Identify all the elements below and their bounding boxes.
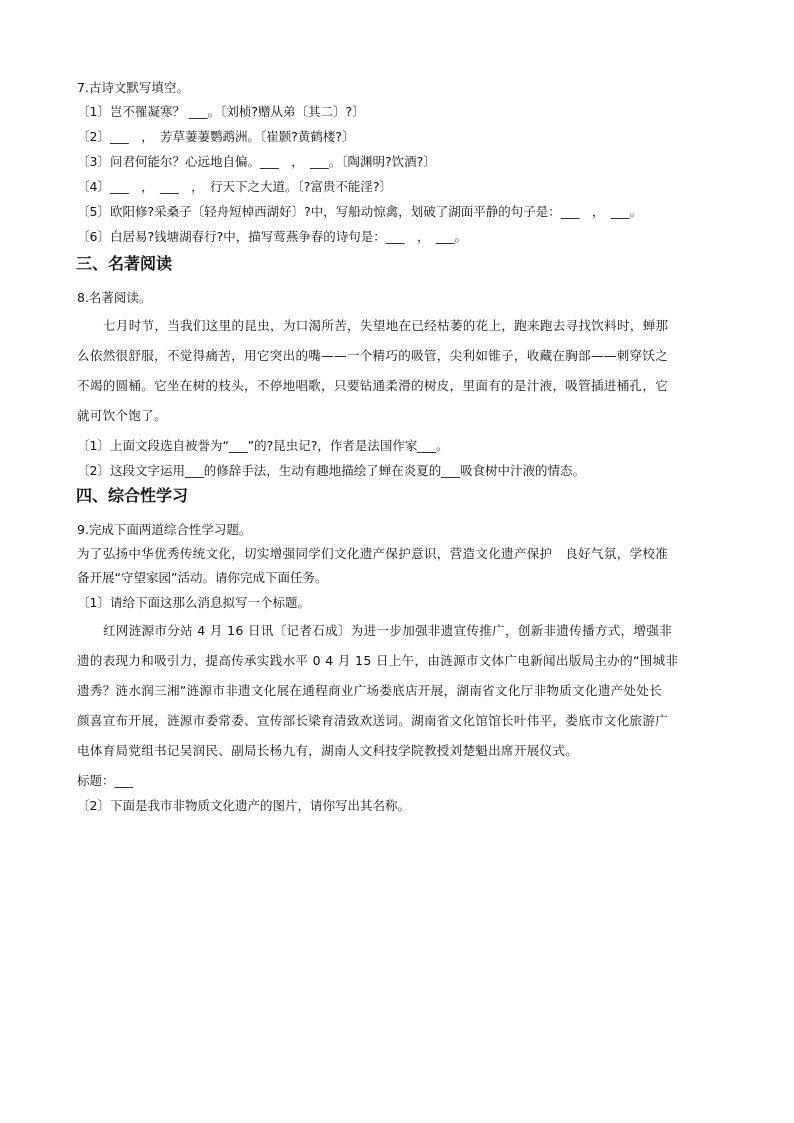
q8-passage-line-1: 七月时节，当我们这里的昆虫，为口渴所苦，失望地在已经枯萎的花上，跑来跑去寻找饮料时，蝉那: [103, 318, 669, 333]
q9-news-line-3: 遗秀？涟水润三湘”涟源市非遗文化展在通程商业广场娄底店开展，湖南省文化厅非物质文化遗产处处长: [77, 683, 663, 698]
section-4-heading: 四、综合性学习: [76, 486, 189, 505]
q7-title: 7.古诗文默写填空。: [77, 80, 189, 95]
q9-intro-line-2: 备开展“守望家园”活动。请你完成下面任务。: [77, 570, 328, 585]
q9-title: 9.完成下面两道综合性学习题。: [77, 522, 252, 537]
q9-news-line-5: 电体育局党组书记吴润民、副局长杨九有，湖南人文科技学院教授刘楚魁出席开展仪式。: [77, 743, 579, 758]
q7-item-4: 〔4〕___ ， ___ ， 行天下之大道。〔?富贵不能淫?〕: [77, 179, 392, 194]
q9-title-answer: 标题：___: [77, 773, 134, 788]
q8-question-2: 〔2〕这段文字运用___的修辞手法，生动有趣地描绘了蝉在炎夏的___吸食树中汁液的情态。: [77, 463, 585, 478]
q9-intro-line-1: 为了弘扬中华优秀传统文化，切实增强同学们文化遗产保护意识，营造文化遗产保护 良好气氛，学校准: [77, 546, 669, 561]
q7-item-3: 〔3〕问君何能尔？心远地自偏。___ ， ___。〔陶渊明?饮酒?〕: [77, 154, 436, 169]
q9-news-line-1: 红网涟源市分站 4 月 16 日讯〔记者石成〕为进一步加强非遗宣传推广，创新非遗传播方式，增强非: [103, 623, 673, 638]
q9-sub-question-2: 〔2〕下面是我市非物质文化遗产的图片，请你写出其名称。: [77, 798, 410, 813]
q8-title: 8.名著阅读。: [77, 290, 152, 305]
q7-item-2: 〔2〕___ ， 芳草萋萋鹦鹉洲。〔崔颢?黄鹤楼?〕: [77, 129, 355, 144]
q8-passage-line-2: 么依然很舒服，不觉得痛苦，用它突出的嘴——一个精巧的吸管，尖利如锥子，收藏在胸部——刺穿饫之: [77, 348, 669, 363]
q7-item-6: 〔6〕白居易?钱塘湖春行?中，描写莺燕争春的诗句是：___ ， ___。: [77, 229, 467, 244]
q8-passage-line-4: 就可饮个饱了。: [77, 408, 167, 423]
q8-question-1: 〔1〕上面文段选自被誉为“___”的?昆虫记?，作者是法国作家___。: [77, 438, 449, 453]
q7-item-5: 〔5〕欧阳修?采桑子〔轻舟短棹西湖好〕?中，写船动惊禽，划破了湖面平静的句子是：___ ， ___。: [77, 204, 642, 219]
section-3-heading: 三、名著阅读: [76, 254, 173, 273]
q7-item-1: 〔1〕岂不罹凝寒？ ___。〔刘桢?赠从弟〔其二〕?〕: [77, 104, 365, 119]
q9-news-line-4: 颜喜宣布开展，涟源市委常委、宣传部长梁育清致欢送词。湖南省文化馆馆长叶伟平，娄底市文化旅游广: [77, 713, 669, 728]
q8-passage-line-3: 不竭的圆桶。它坐在树的枝头，不停地唱歌，只要钻通柔滑的树皮，里面有的是汁液，吸管插进桶孔，它: [77, 378, 669, 393]
q9-sub-question-1: 〔1〕请给下面这那么消息拟写一个标题。: [77, 595, 310, 610]
q9-news-line-2: 遗的表现力和吸引力，提高传承实践水平 0 4 月 15 日上午，由涟源市文体广电新闻出版局主办的“围城非: [77, 653, 679, 668]
